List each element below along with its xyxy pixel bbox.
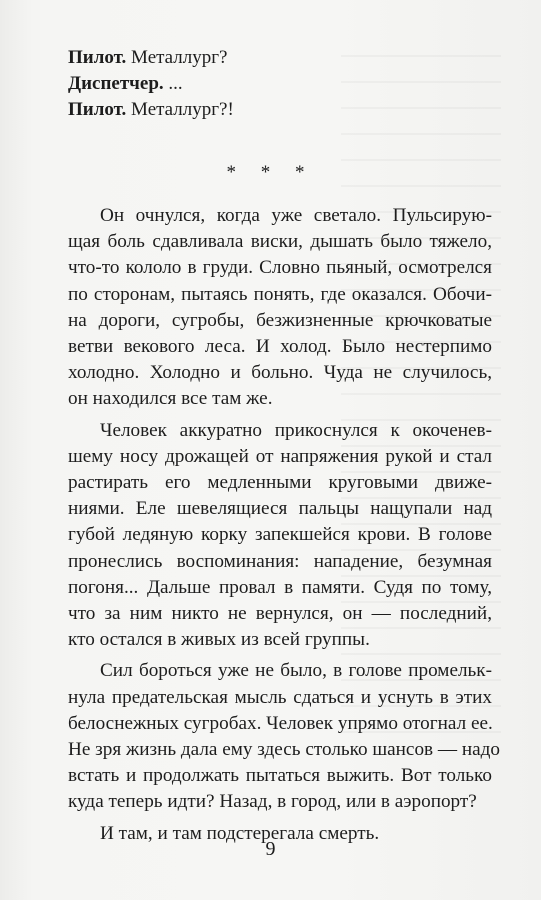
body-text xyxy=(68,203,501,852)
dialogue-text: ... xyxy=(163,73,183,94)
text-line: он находился все там же. xyxy=(68,388,273,410)
text-line: Он очнулся, когда уже светало. Пульсирую- xyxy=(100,205,492,226)
text-line: И там, и там подстерегала смерть. xyxy=(100,822,380,844)
text-line: что за ним никто не вернулся, он — последний, xyxy=(68,603,492,625)
text-line: ниями. Еле шевелящиеся пальцы нащупали над xyxy=(68,498,492,520)
text-line: на дороги, сугробы, безжизненные крючковатые xyxy=(68,309,492,331)
text-line: губой ледяную корку запекшейся крови. В голове xyxy=(68,524,492,546)
text-line: щая боль сдавливала виски, дышать было тяжело, xyxy=(68,231,492,253)
text-line: погоня... Дальше провал в памяти. Судя по тому, xyxy=(68,576,492,598)
dialogue-line xyxy=(68,71,234,97)
page-number: 9 xyxy=(265,838,276,860)
paragraph xyxy=(68,418,492,654)
text-line: шему носу дрожащей от напряжения рукой и стал xyxy=(68,445,492,467)
dialogue-line xyxy=(68,97,234,123)
text-line: растирать его медленными круговыми движе- xyxy=(68,472,492,494)
speaker-name: Пилот. xyxy=(68,99,127,120)
speaker-name: Диспетчер. xyxy=(68,73,164,94)
text-line: ветви векового леса. И холод. Было нестерпимо xyxy=(68,336,492,358)
dialogue-block xyxy=(68,45,234,123)
dialogue-line xyxy=(68,45,234,71)
section-separator: * * * xyxy=(226,162,315,183)
text-line: куда теперь идти? Назад, в город, или в аэропорт? xyxy=(68,791,477,813)
text-line: по сторонам, пытаясь понять, где оказался. Обочи- xyxy=(68,283,492,305)
text-line: Человек аккуратно прикоснулся к окоченев- xyxy=(100,419,492,441)
text-line: Не зря жизнь дала ему здесь столько шансов — надо xyxy=(68,739,501,761)
text-line: пронеслись воспоминания: нападение, безумная xyxy=(68,550,492,572)
text-line: встать и продолжать пытаться выжить. Вот только xyxy=(68,765,492,787)
text-line: Сил бороться уже не было, в голове промельк- xyxy=(100,660,492,682)
paragraph xyxy=(68,203,492,413)
speaker-name: Пилот. xyxy=(68,47,127,68)
text-line: белоснежных сугробах. Человек упрямо отогнал ее. xyxy=(68,712,493,734)
text-line: что-то кололо в груди. Словно пьяный, осмотрелся xyxy=(68,257,492,279)
text-line: кто остался в живых из всей группы. xyxy=(68,629,370,651)
text-line: холодно. Холодно и больно. Чуда не случилось, xyxy=(68,362,492,384)
dialogue-text: Металлург? xyxy=(126,47,228,68)
text-line: нула предательская мысль сдаться и уснуть в этих xyxy=(68,686,492,708)
dialogue-text: Металлург?! xyxy=(126,99,234,120)
paragraph xyxy=(68,658,501,815)
